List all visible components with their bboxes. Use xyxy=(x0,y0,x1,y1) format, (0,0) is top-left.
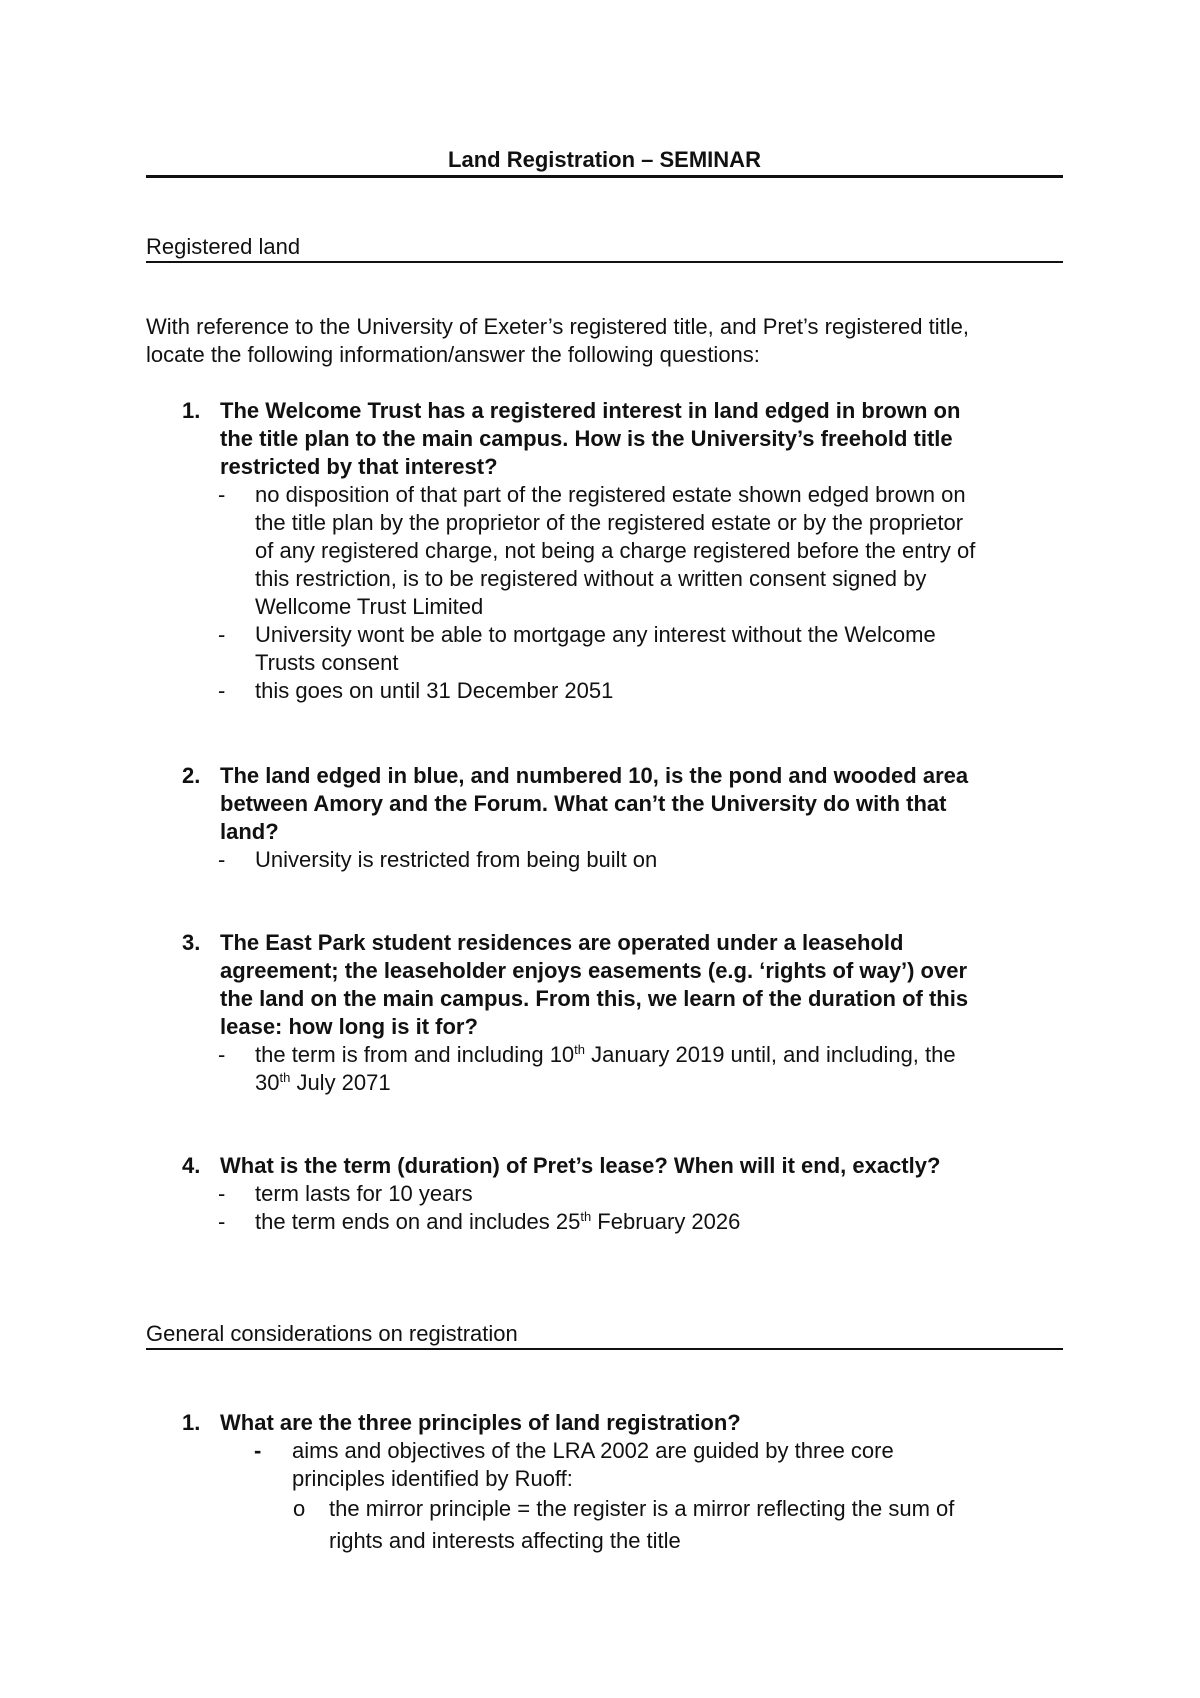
answer-text: January 2019 until, and including, the xyxy=(585,1042,956,1067)
answer-text: the term ends on and includes 25 xyxy=(255,1209,581,1234)
answer-line xyxy=(255,1208,1066,1236)
question-number: 2. xyxy=(182,763,201,788)
intro-line: With reference to the University of Exeter’s registered title, and Pret’s registered title, xyxy=(146,314,969,339)
question-line: the title plan to the main campus. How is the University’s freehold title xyxy=(220,426,953,451)
question-4 xyxy=(146,1152,1066,1180)
answer-line xyxy=(255,1041,1066,1069)
answer-line: term lasts for 10 years xyxy=(255,1181,473,1206)
title-block xyxy=(146,145,1063,178)
answer-item xyxy=(146,1437,1066,1493)
question-number: 3. xyxy=(182,930,201,955)
section-heading-text: General considerations on registration xyxy=(146,1321,518,1346)
question-1-block xyxy=(146,397,1066,705)
question-line: What is the term (duration) of Pret’s lease? When will it end, exactly? xyxy=(220,1153,941,1178)
question-1 xyxy=(146,397,1066,481)
page-title: Land Registration – SEMINAR xyxy=(448,147,761,172)
question-4-block xyxy=(146,1152,1066,1236)
section-underline xyxy=(146,261,1063,263)
question-line: The Welcome Trust has a registered interest in land edged in brown on xyxy=(220,398,961,423)
answer-line: University is restricted from being built on xyxy=(255,847,658,872)
answer-text: July 2071 xyxy=(290,1070,391,1095)
section-heading-general-considerations xyxy=(146,1320,1063,1350)
answer-text: the term is from and including 10 xyxy=(255,1042,575,1067)
question-2 xyxy=(146,762,1066,846)
question-line: the land on the main campus. From this, we learn of the duration of this xyxy=(220,986,969,1011)
answer-line: of any registered charge, not being a charge registered before the entry of xyxy=(255,538,976,563)
answer-line: University wont be able to mortgage any interest without the Welcome xyxy=(255,622,936,647)
section2-question-1-block xyxy=(146,1409,1066,1557)
question-3-block xyxy=(146,929,1066,1097)
question-3 xyxy=(146,929,1066,1041)
question-line: The East Park student residences are operated under a leasehold xyxy=(220,930,904,955)
sub-answer-item xyxy=(146,1493,1066,1557)
answer-line: this restriction, is to be registered without a written consent signed by xyxy=(255,566,927,591)
dash-bullet: - xyxy=(218,847,226,872)
answer-line: Trusts consent xyxy=(255,650,399,675)
question-number: 4. xyxy=(182,1153,201,1178)
answer-line: Wellcome Trust Limited xyxy=(255,594,484,619)
question-2-block xyxy=(146,762,1066,874)
section-heading-text: Registered land xyxy=(146,234,301,259)
dash-bullet: - xyxy=(218,1209,226,1234)
answer-text: February 2026 xyxy=(591,1209,741,1234)
dash-bullet: - xyxy=(218,1181,226,1206)
dash-bullet: - xyxy=(218,482,226,507)
question-line: between Amory and the Forum. What can’t the University do with that xyxy=(220,791,947,816)
question-line: What are the three principles of land registration? xyxy=(220,1410,741,1435)
sub-answer-line: rights and interests affecting the title xyxy=(329,1528,681,1553)
answer-item xyxy=(146,1041,1066,1097)
title-underline xyxy=(146,175,1063,178)
answer-line: this goes on until 31 December 2051 xyxy=(255,678,614,703)
answer-item xyxy=(146,846,1066,874)
ordinal-suffix: th xyxy=(574,1042,586,1057)
ordinal-suffix: th xyxy=(580,1209,592,1224)
dash-bullet: - xyxy=(218,1042,226,1067)
question-line: restricted by that interest? xyxy=(220,454,498,479)
answer-item xyxy=(146,1180,1066,1208)
answer-line: the title plan by the proprietor of the registered estate or by the proprietor xyxy=(255,510,964,535)
answer-line xyxy=(255,1069,1066,1097)
section2-question-1 xyxy=(146,1409,1066,1437)
answer-line: no disposition of that part of the registered estate shown edged brown on xyxy=(255,482,966,507)
answer-item xyxy=(146,677,1066,705)
section-heading-registered-land xyxy=(146,233,1063,263)
answer-line: principles identified by Ruoff: xyxy=(292,1466,573,1491)
answer-line: aims and objectives of the LRA 2002 are guided by three core xyxy=(292,1438,894,1463)
answer-item xyxy=(146,1208,1066,1236)
ordinal-suffix: th xyxy=(279,1070,291,1085)
dash-bullet: - xyxy=(254,1438,262,1463)
answer-item xyxy=(146,621,1066,677)
dash-bullet: - xyxy=(218,678,226,703)
question-line: agreement; the leaseholder enjoys easements (e.g. ‘rights of way’) over xyxy=(220,958,968,983)
section-underline xyxy=(146,1348,1063,1350)
question-number: 1. xyxy=(182,398,201,423)
question-line: The land edged in blue, and numbered 10, is the pond and wooded area xyxy=(220,763,969,788)
intro-paragraph xyxy=(146,313,1066,369)
answer-text: 30 xyxy=(255,1070,280,1095)
intro-line: locate the following information/answer the following questions: xyxy=(146,342,760,367)
question-line: lease: how long is it for? xyxy=(220,1014,478,1039)
question-line: land? xyxy=(220,819,279,844)
question-number: 1. xyxy=(182,1410,201,1435)
sub-answer-line: the mirror principle = the register is a mirror reflecting the sum of xyxy=(329,1496,955,1521)
dash-bullet: - xyxy=(218,622,226,647)
answer-item xyxy=(146,481,1066,621)
circle-bullet: o xyxy=(293,1496,306,1521)
